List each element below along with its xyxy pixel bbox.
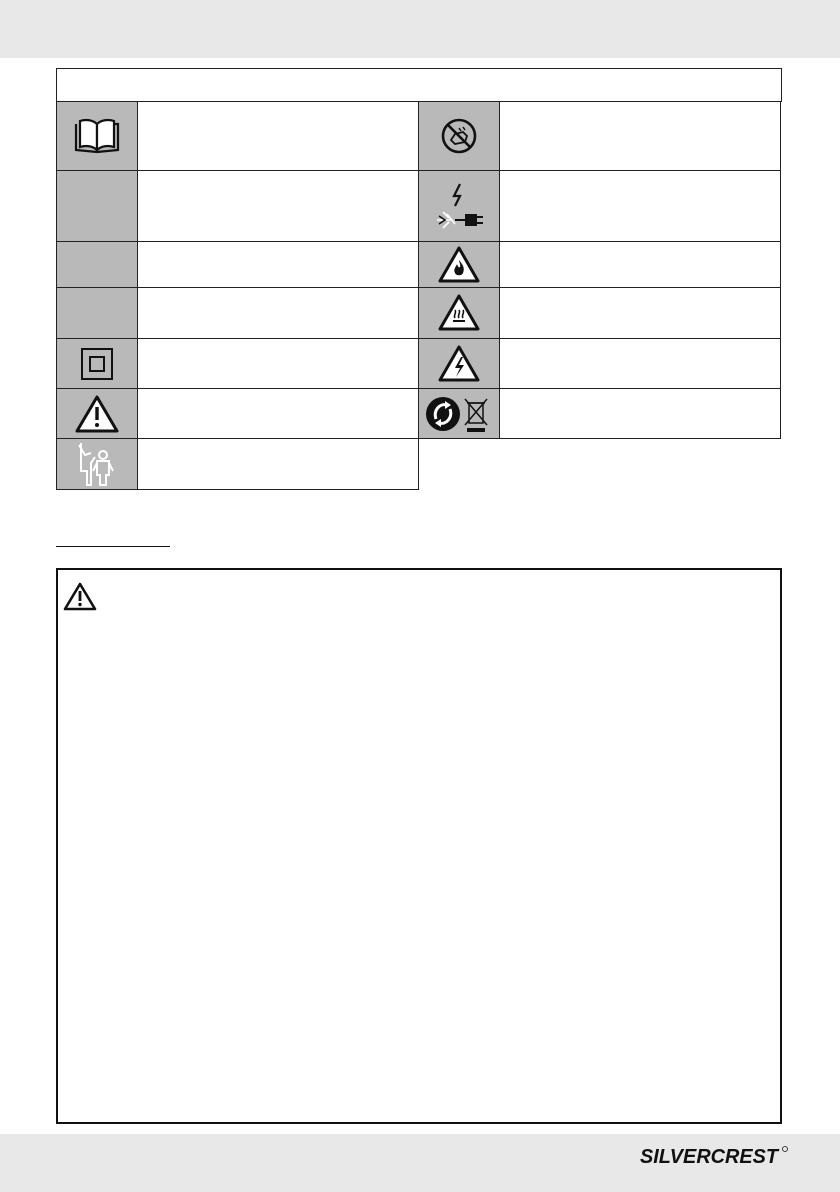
symbols-column-left: [56, 101, 419, 490]
symbol-row: [418, 287, 781, 339]
symbol-description: [500, 171, 780, 241]
fire-hazard-icon: [419, 242, 500, 287]
symbol-row: [418, 388, 781, 439]
symbol-description: [138, 171, 418, 241]
symbols-table-header: [56, 68, 782, 102]
symbol-row: [56, 101, 419, 171]
silvercrest-logo: [640, 1143, 790, 1169]
safety-warning-box: [56, 568, 782, 1124]
symbol-row: [56, 170, 419, 242]
symbol-row: [56, 241, 419, 288]
symbol-description: [500, 288, 780, 338]
blank-icon: [57, 288, 138, 338]
blank-icon: [57, 242, 138, 287]
symbol-row: [56, 338, 419, 389]
symbol-description: [500, 339, 780, 388]
symbol-description: [138, 102, 418, 170]
symbol-description: [138, 242, 418, 287]
symbol-description: [500, 102, 780, 170]
electric-shock-icon: [419, 339, 500, 388]
symbol-row: [418, 170, 781, 242]
symbol-description: [138, 339, 418, 388]
warning-icon: [63, 582, 97, 617]
symbols-table: [56, 68, 782, 492]
symbol-row: [56, 388, 419, 439]
symbol-description: [138, 389, 418, 438]
symbol-description: [138, 439, 418, 489]
symbol-row: [418, 241, 781, 288]
symbol-row: [56, 287, 419, 339]
symbol-description: [500, 242, 780, 287]
section-heading: [56, 530, 170, 547]
top-bar: [0, 0, 840, 58]
no-wet-hands-icon: [419, 102, 500, 170]
protection-class-ii-icon: [57, 339, 138, 388]
read-manual-icon: [57, 102, 138, 170]
symbols-column-right: [418, 101, 781, 439]
symbol-row: [418, 101, 781, 171]
child-safety-icon: [57, 439, 138, 489]
svg-text:SILVERCREST: SILVERCREST: [640, 1146, 780, 1168]
symbol-row: [418, 338, 781, 389]
unplug-electric-icon: [419, 171, 500, 241]
hot-surface-icon: [419, 288, 500, 338]
symbol-description: [500, 389, 780, 438]
warning-triangle-icon: [57, 389, 138, 438]
symbol-row: [56, 438, 419, 490]
blank-icon: [57, 171, 138, 241]
symbol-description: [138, 288, 418, 338]
green-dot-weee-icon: [419, 389, 500, 438]
